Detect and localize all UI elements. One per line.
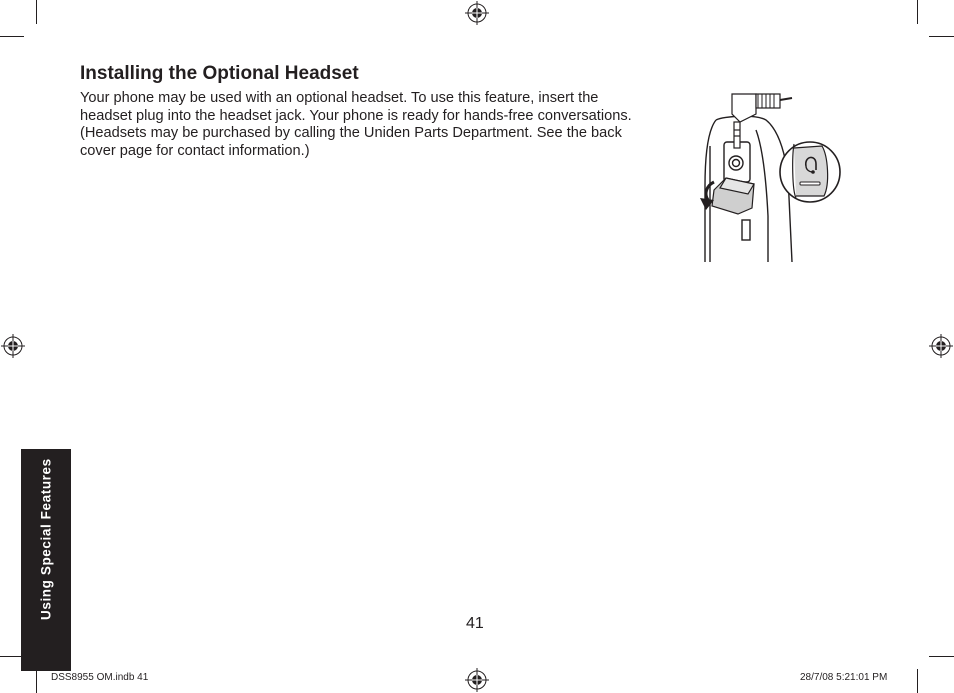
crop-mark-tr-h: [929, 36, 954, 37]
registration-mark-left-icon: [1, 334, 25, 358]
body-line: Your phone may be used with an optional headset. To use this feature, insert the: [80, 90, 599, 106]
registration-mark-right-icon: [929, 334, 953, 358]
page-number: 41: [466, 615, 484, 632]
body-line: headset plug into the headset jack. Your phone is ready for hands-free conversations.: [80, 107, 632, 124]
crop-mark-br-h: [929, 656, 954, 657]
crop-mark-bl-v: [36, 669, 37, 693]
registration-mark-top-icon: [465, 1, 489, 25]
section-title: Installing the Optional Headset: [80, 63, 359, 84]
registration-mark-bottom-icon: [465, 668, 489, 692]
footer-timestamp: 28/7/08 5:21:01 PM: [800, 672, 888, 683]
crop-mark-tl-h: [0, 36, 24, 37]
side-tab-label: Using Special Features: [38, 458, 54, 620]
footer-file-info: DSS8955 OM.indb 41: [51, 672, 149, 683]
crop-mark-br-v: [917, 669, 918, 693]
headset-jack-illustration-icon: [696, 86, 842, 264]
body-line: (Headsets may be purchased by calling the Uniden Parts Department. See the back: [80, 125, 622, 141]
section-body: [80, 90, 680, 160]
crop-mark-tl-v: [36, 0, 37, 24]
crop-mark-tr-v: [917, 0, 918, 24]
body-line: cover page for contact information.): [80, 142, 310, 159]
side-tab: [21, 449, 71, 671]
